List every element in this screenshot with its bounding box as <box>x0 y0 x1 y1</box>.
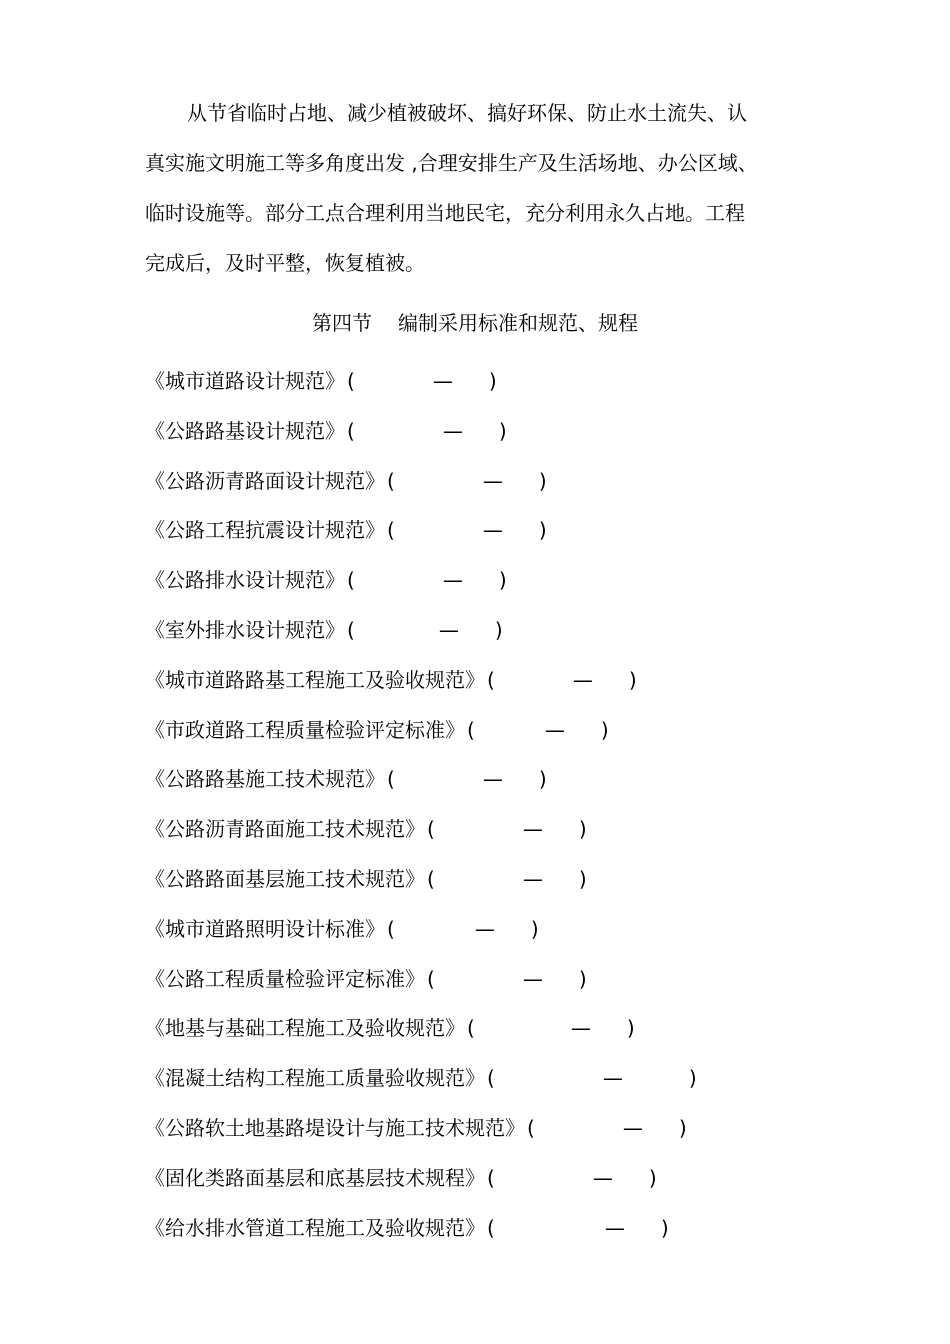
code-dash: — <box>572 667 593 692</box>
open-paren: ( <box>427 966 435 991</box>
standard-item <box>145 1053 697 1103</box>
standard-title: 《公路沥青路面设计规范》 <box>145 468 385 493</box>
open-paren: ( <box>527 1115 535 1140</box>
standard-title: 《城市道路照明设计标准》 <box>145 916 385 941</box>
open-paren: ( <box>387 518 395 543</box>
standard-title: 《公路软土地基路堤设计与施工技术规范》 <box>145 1115 525 1140</box>
close-paren: ) <box>578 966 587 991</box>
open-paren: ( <box>467 1016 475 1041</box>
open-paren: ( <box>487 1066 495 1091</box>
standard-title: 《给水排水管道工程施工及验收规范》 <box>145 1215 485 1240</box>
standard-item <box>145 356 697 406</box>
standard-title: 《公路路基设计规范》 <box>145 418 345 443</box>
code-dash: — <box>432 369 453 393</box>
code-dash: — <box>482 468 503 493</box>
standard-title: 《城市道路路基工程施工及验收规范》 <box>145 667 485 692</box>
open-paren: ( <box>427 866 435 891</box>
paragraph-line: 临时设施等。部分工点合理利用当地民宅，充分利用永久占地。工程 <box>145 201 745 225</box>
code-dash: — <box>570 1016 591 1041</box>
standard-item <box>145 456 697 506</box>
close-paren: ) <box>600 717 609 742</box>
code-dash: — <box>442 418 463 443</box>
standard-title: 《公路排水设计规范》 <box>145 568 345 593</box>
open-paren: ( <box>487 1165 495 1190</box>
close-paren: ) <box>498 568 507 593</box>
standard-item <box>145 854 697 904</box>
standard-title: 《室外排水设计规范》 <box>145 617 345 642</box>
paragraph-line: 完成后，及时平整，恢复植被。 <box>145 251 425 275</box>
intro-paragraph <box>145 88 810 288</box>
code-dash: — <box>544 717 565 742</box>
open-paren: ( <box>387 468 395 493</box>
standard-title: 《公路工程质量检验评定标准》 <box>145 966 425 991</box>
code-dash: — <box>602 1066 623 1091</box>
standard-title: 《公路路面基层施工技术规范》 <box>145 866 425 891</box>
standard-item <box>145 754 697 804</box>
standard-title: 《公路路基施工技术规范》 <box>145 767 385 792</box>
close-paren: ) <box>648 1165 657 1190</box>
standard-title: 《市政道路工程质量检验评定标准》 <box>145 717 465 742</box>
standard-item <box>145 1003 697 1053</box>
standard-item <box>145 1203 697 1253</box>
standard-item <box>145 655 697 705</box>
close-paren: ) <box>626 1016 635 1041</box>
standard-item <box>145 1103 697 1153</box>
standard-item <box>145 505 697 555</box>
open-paren: ( <box>347 617 355 642</box>
code-dash: — <box>438 617 459 642</box>
standard-title: 《地基与基础工程施工及验收规范》 <box>145 1016 465 1041</box>
standard-item <box>145 954 697 1004</box>
open-paren: ( <box>347 369 355 393</box>
standard-item <box>145 605 697 655</box>
code-dash: — <box>522 966 543 991</box>
close-paren: ) <box>660 1215 669 1240</box>
open-paren: ( <box>387 916 395 941</box>
section-title: 编制采用标准和规范、规程 <box>398 311 638 335</box>
standard-item <box>145 904 697 954</box>
open-paren: ( <box>427 817 435 842</box>
code-dash: — <box>482 767 503 792</box>
close-paren: ) <box>538 518 547 543</box>
code-dash: — <box>522 866 543 891</box>
code-dash: — <box>604 1215 625 1240</box>
open-paren: ( <box>487 667 495 692</box>
standard-title: 《混凝土结构工程施工质量验收规范》 <box>145 1066 485 1091</box>
close-paren: ) <box>628 667 637 692</box>
code-dash: — <box>482 518 503 543</box>
close-paren: ) <box>494 617 503 642</box>
standard-title: 《公路工程抗震设计规范》 <box>145 518 385 543</box>
standard-title: 《固化类路面基层和底基层技术规程》 <box>145 1165 485 1190</box>
standard-item <box>145 705 697 755</box>
standard-item <box>145 555 697 605</box>
section-heading <box>0 298 950 348</box>
close-paren: ) <box>578 866 587 891</box>
standard-title: 《城市道路设计规范》 <box>145 369 345 393</box>
standard-item <box>145 406 697 456</box>
open-paren: ( <box>347 418 355 443</box>
code-dash: — <box>522 817 543 842</box>
paragraph-line: 从节省临时占地、减少植被破坏、搞好环保、防止水土流失、认 <box>187 101 747 125</box>
open-paren: ( <box>347 568 355 593</box>
close-paren: ) <box>538 468 547 493</box>
open-paren: ( <box>487 1215 495 1240</box>
standard-title: 《公路沥青路面施工技术规范》 <box>145 817 425 842</box>
close-paren: ) <box>488 369 497 393</box>
close-paren: ) <box>498 418 507 443</box>
standards-list <box>145 356 697 1252</box>
close-paren: ) <box>538 767 547 792</box>
standard-item <box>145 804 697 854</box>
close-paren: ) <box>530 916 539 941</box>
standard-item <box>145 1153 697 1203</box>
paragraph-line: 真实施文明施工等多角度出发 ,合理安排生产及生活场地、办公区域、 <box>145 151 758 175</box>
code-dash: — <box>622 1115 643 1140</box>
open-paren: ( <box>467 717 475 742</box>
close-paren: ) <box>578 817 587 842</box>
code-dash: — <box>442 568 463 593</box>
code-dash: — <box>474 916 495 941</box>
close-paren: ) <box>688 1066 697 1091</box>
open-paren: ( <box>387 767 395 792</box>
code-dash: — <box>592 1165 613 1190</box>
close-paren: ) <box>678 1115 687 1140</box>
section-number: 第四节 <box>312 311 372 335</box>
